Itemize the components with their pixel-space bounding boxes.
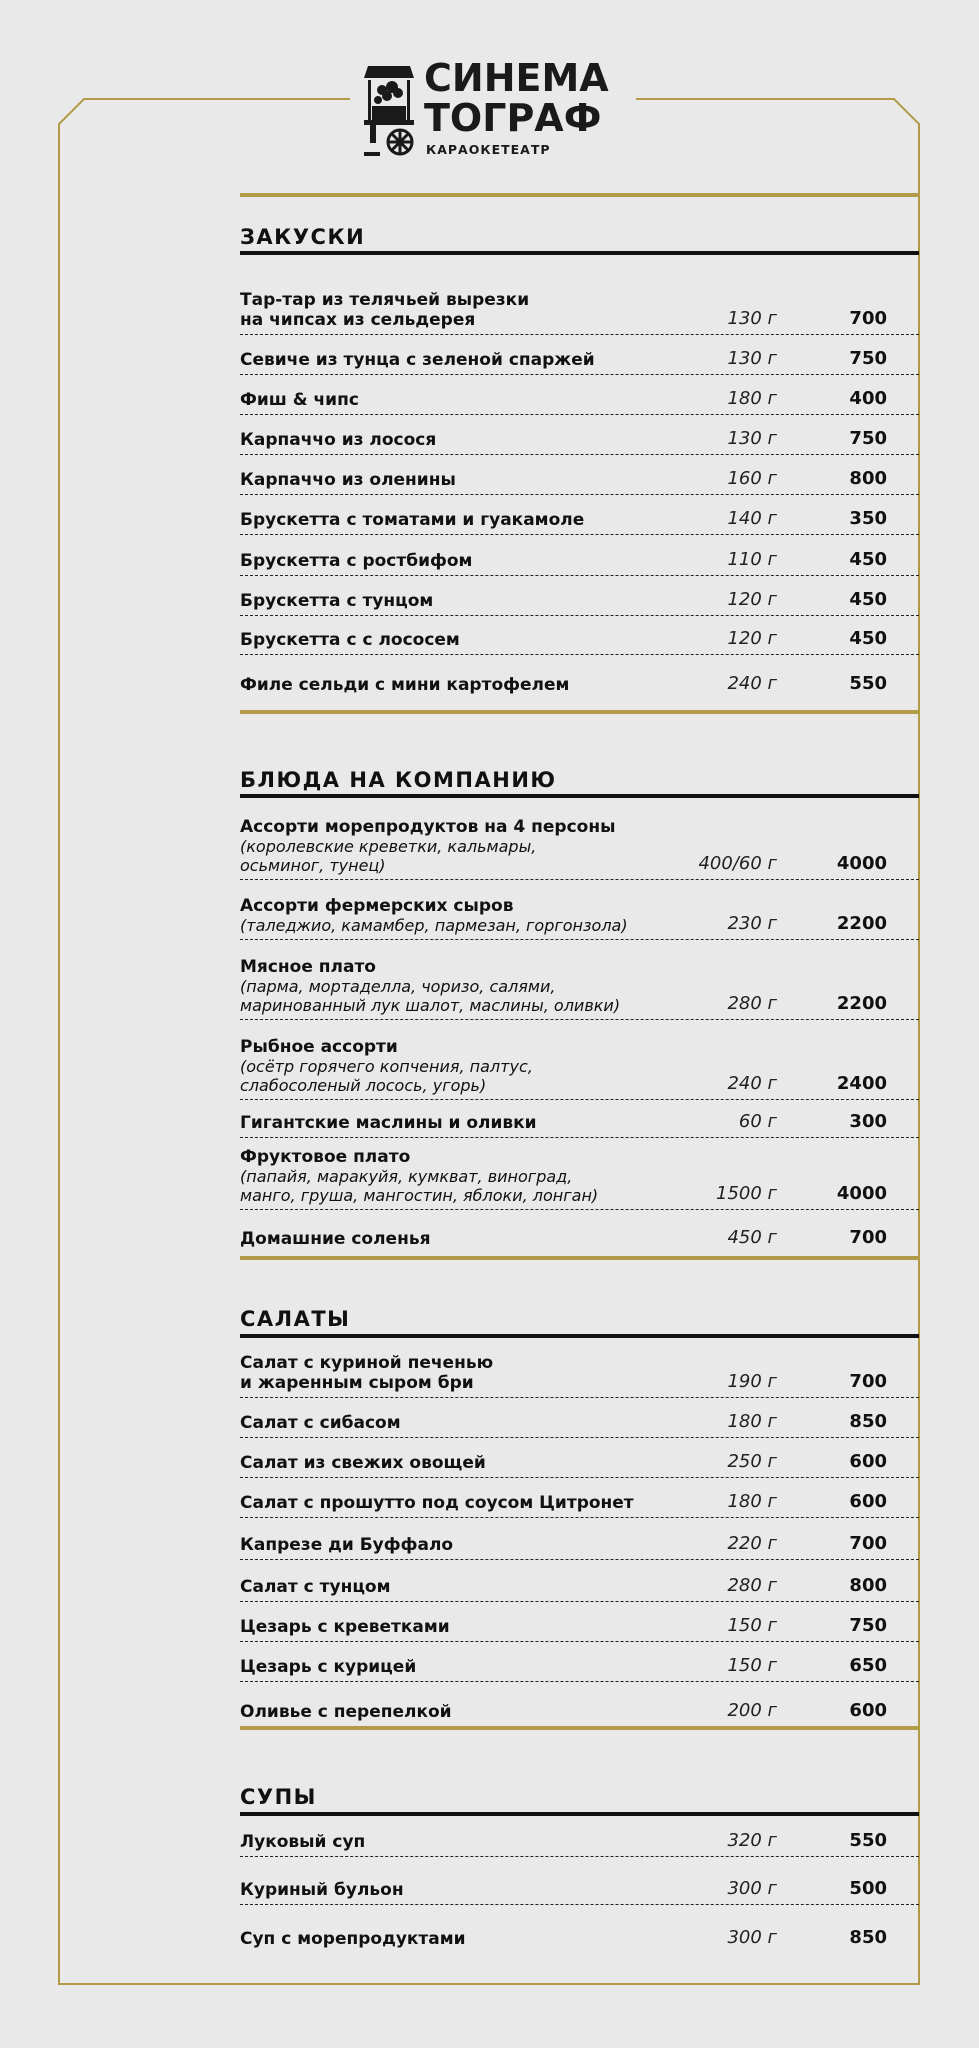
item-name bbox=[240, 1929, 680, 1949]
item-name-line: Тар-тар из телячьей вырезки bbox=[240, 290, 530, 310]
menu-item-row bbox=[240, 796, 919, 880]
item-name-line: и жаренным сыром бри bbox=[240, 1373, 474, 1393]
item-description-line: осьминог, тунец) bbox=[240, 856, 386, 875]
item-name bbox=[240, 290, 680, 330]
menu-item-row bbox=[240, 1602, 919, 1642]
item-price: 550 bbox=[849, 673, 887, 694]
item-name bbox=[240, 551, 680, 571]
item-price: 600 bbox=[849, 1491, 887, 1512]
item-description-line: (парма, мортаделла, чоризо, салями, bbox=[240, 977, 556, 996]
item-price: 700 bbox=[849, 308, 887, 329]
item-name-line: Домашние соленья bbox=[240, 1229, 431, 1249]
menu-item-row bbox=[240, 253, 919, 335]
item-name bbox=[240, 1657, 680, 1677]
item-name-line: Рыбное ассорти bbox=[240, 1037, 398, 1057]
item-price: 4000 bbox=[836, 1183, 887, 1204]
menu-item-row bbox=[240, 880, 919, 940]
item-description-line: (королевские креветки, кальмары, bbox=[240, 837, 537, 856]
item-name-line: Салат с прошутто под соусом Цитронет bbox=[240, 1493, 634, 1513]
item-name bbox=[240, 1535, 680, 1555]
item-name bbox=[240, 1113, 680, 1133]
item-price: 450 bbox=[849, 628, 887, 649]
item-description-line: (папайя, маракуйя, кумкват, виноград, bbox=[240, 1167, 573, 1186]
item-weight: 180 г bbox=[727, 1491, 777, 1512]
item-price: 600 bbox=[849, 1700, 887, 1721]
menu-item-row bbox=[240, 1336, 919, 1398]
item-price: 850 bbox=[849, 1927, 887, 1948]
menu-item-row bbox=[240, 415, 919, 455]
menu-item-row bbox=[240, 535, 919, 576]
item-price: 550 bbox=[849, 1830, 887, 1851]
item-name bbox=[240, 1493, 680, 1513]
menu-item-row bbox=[240, 1478, 919, 1518]
item-name bbox=[240, 430, 680, 450]
item-name-line: Филе сельди с мини картофелем bbox=[240, 675, 570, 695]
item-name-line: Оливье с перепелкой bbox=[240, 1702, 452, 1722]
menu-item-row bbox=[240, 1560, 919, 1602]
item-price: 2200 bbox=[836, 913, 887, 934]
item-name bbox=[240, 630, 680, 650]
item-name-line: Ассорти морепродуктов на 4 персоны bbox=[240, 817, 616, 837]
menu-item-row bbox=[240, 1210, 919, 1254]
item-weight: 140 г bbox=[727, 508, 777, 529]
item-weight: 1500 г bbox=[716, 1183, 777, 1204]
logo-title-line2: ТОГРАФ bbox=[424, 96, 602, 140]
item-weight: 190 г bbox=[727, 1371, 777, 1392]
item-price: 800 bbox=[849, 1575, 887, 1596]
item-price: 750 bbox=[849, 1615, 887, 1636]
item-name-line: Ассорти фермерских сыров bbox=[240, 896, 514, 916]
item-weight: 180 г bbox=[727, 388, 777, 409]
item-weight: 60 г bbox=[738, 1111, 777, 1132]
menu-item-row bbox=[240, 1138, 919, 1210]
item-weight: 230 г bbox=[727, 913, 777, 934]
item-price: 450 bbox=[849, 549, 887, 570]
menu-item-row bbox=[240, 1020, 919, 1100]
item-price: 300 bbox=[849, 1111, 887, 1132]
menu-item-row bbox=[240, 576, 919, 616]
item-name bbox=[240, 470, 680, 490]
item-name-line: Брускетта с с лососем bbox=[240, 630, 460, 650]
item-name bbox=[240, 896, 680, 935]
item-name bbox=[240, 675, 680, 695]
item-weight: 300 г bbox=[727, 1927, 777, 1948]
item-description-line: маринованный лук шалот, маслины, оливки) bbox=[240, 996, 621, 1015]
item-name-line: Луковый суп bbox=[240, 1832, 366, 1852]
item-name-line: Цезарь с креветками bbox=[240, 1617, 450, 1637]
item-name bbox=[240, 1880, 680, 1900]
item-name-line: Капрезе ди Буффало bbox=[240, 1535, 454, 1555]
item-name-line: Салат из свежих овощей bbox=[240, 1453, 486, 1473]
item-price: 850 bbox=[849, 1411, 887, 1432]
item-name-line: на чипсах из сельдерея bbox=[240, 310, 476, 330]
menu-item-row bbox=[240, 1398, 919, 1438]
item-name-line: Брускетта с томатами и гуакамоле bbox=[240, 510, 585, 530]
menu-item-row bbox=[240, 335, 919, 375]
item-name-line: Суп с морепродуктами bbox=[240, 1929, 466, 1949]
menu-item-row bbox=[240, 1857, 919, 1905]
item-name-line: Куриный бульон bbox=[240, 1880, 404, 1900]
item-name bbox=[240, 1453, 680, 1473]
item-weight: 130 г bbox=[727, 308, 777, 329]
menu-item-row bbox=[240, 1518, 919, 1560]
item-price: 400 bbox=[849, 388, 887, 409]
item-price: 350 bbox=[849, 508, 887, 529]
menu-item-row bbox=[240, 1814, 919, 1857]
item-weight: 320 г bbox=[727, 1830, 777, 1851]
item-weight: 240 г bbox=[727, 1073, 777, 1094]
item-price: 500 bbox=[849, 1878, 887, 1899]
item-name bbox=[240, 510, 680, 530]
item-weight: 130 г bbox=[727, 428, 777, 449]
item-weight: 110 г bbox=[727, 549, 777, 570]
item-price: 700 bbox=[849, 1227, 887, 1248]
item-weight: 220 г bbox=[727, 1533, 777, 1554]
item-weight: 120 г bbox=[727, 628, 777, 649]
item-price: 650 bbox=[849, 1655, 887, 1676]
item-price: 800 bbox=[849, 468, 887, 489]
item-price: 700 bbox=[849, 1533, 887, 1554]
menu-item-row bbox=[240, 455, 919, 495]
item-price: 450 bbox=[849, 589, 887, 610]
item-weight: 150 г bbox=[727, 1655, 777, 1676]
item-name bbox=[240, 1702, 680, 1722]
item-name-line: Фруктовое плато bbox=[240, 1147, 411, 1167]
item-weight: 120 г bbox=[727, 589, 777, 610]
item-name-line: Салат с куриной печенью bbox=[240, 1353, 494, 1373]
item-name bbox=[240, 1037, 680, 1095]
item-price: 2200 bbox=[836, 993, 887, 1014]
item-name bbox=[240, 390, 680, 410]
item-name-line: Цезарь с курицей bbox=[240, 1657, 417, 1677]
menu-item-row bbox=[240, 1438, 919, 1478]
section-title: ЗАКУСКИ bbox=[240, 225, 366, 249]
item-name-line: Карпаччо из оленины bbox=[240, 470, 456, 490]
item-name bbox=[240, 1617, 680, 1637]
item-weight: 130 г bbox=[727, 348, 777, 369]
menu-item-row bbox=[240, 1642, 919, 1682]
item-description-line: (осётр горячего копчения, палтус, bbox=[240, 1057, 533, 1076]
item-weight: 150 г bbox=[727, 1615, 777, 1636]
item-weight: 280 г bbox=[727, 1575, 777, 1596]
item-description-line: манго, груша, мангостин, яблоки, лонган) bbox=[240, 1186, 599, 1205]
item-price: 750 bbox=[849, 428, 887, 449]
menu-item-row bbox=[240, 1905, 919, 1954]
item-name-line: Салат с тунцом bbox=[240, 1577, 391, 1597]
item-name-line: Брускетта с ростбифом bbox=[240, 551, 473, 571]
item-name bbox=[240, 1832, 680, 1852]
menu-item-row bbox=[240, 495, 919, 535]
item-price: 600 bbox=[849, 1451, 887, 1472]
item-name-line: Гигантские маслины и оливки bbox=[240, 1113, 537, 1133]
item-weight: 280 г bbox=[727, 993, 777, 1014]
item-name bbox=[240, 591, 680, 611]
item-name-line: Брускетта с тунцом bbox=[240, 591, 434, 611]
section-top-rule bbox=[240, 1256, 919, 1260]
menu-item-row bbox=[240, 1682, 919, 1727]
item-name bbox=[240, 1229, 680, 1249]
item-weight: 300 г bbox=[727, 1878, 777, 1899]
section-top-rule bbox=[240, 1726, 919, 1730]
menu-item-row bbox=[240, 375, 919, 415]
menu-item-row bbox=[240, 940, 919, 1020]
item-weight: 250 г bbox=[727, 1451, 777, 1472]
item-price: 700 bbox=[849, 1371, 887, 1392]
item-name bbox=[240, 817, 680, 875]
item-name-line: Салат с сибасом bbox=[240, 1413, 401, 1433]
item-weight: 450 г bbox=[727, 1227, 777, 1248]
item-name bbox=[240, 1147, 680, 1205]
item-name-line: Фиш & чипс bbox=[240, 390, 359, 410]
item-name-line: Карпаччо из лосося bbox=[240, 430, 437, 450]
item-weight: 400/60 г bbox=[698, 853, 777, 874]
item-weight: 180 г bbox=[727, 1411, 777, 1432]
item-price: 2400 bbox=[836, 1073, 887, 1094]
item-weight: 160 г bbox=[727, 468, 777, 489]
section-top-rule bbox=[240, 710, 919, 714]
item-price: 4000 bbox=[836, 853, 887, 874]
item-weight: 200 г bbox=[727, 1700, 777, 1721]
menu-item-row bbox=[240, 655, 919, 700]
logo-title-line1: СИНЕМА bbox=[424, 56, 609, 100]
item-name bbox=[240, 1413, 680, 1433]
item-name bbox=[240, 1577, 680, 1597]
item-name bbox=[240, 350, 680, 370]
menu-item-row bbox=[240, 616, 919, 655]
item-name bbox=[240, 957, 680, 1015]
section-title: САЛАТЫ bbox=[240, 1307, 351, 1331]
menu bbox=[240, 0, 919, 2048]
item-name-line: Мясное плато bbox=[240, 957, 376, 977]
item-weight: 240 г bbox=[727, 673, 777, 694]
item-description-line: слабосоленый лосось, угорь) bbox=[240, 1076, 487, 1095]
section-title: БЛЮДА НА КОМПАНИЮ bbox=[240, 768, 557, 792]
logo-subtitle: КАРАОКЕТЕАТР bbox=[426, 142, 551, 157]
item-name-line: Севиче из тунца с зеленой спаржей bbox=[240, 350, 595, 370]
section-title: СУПЫ bbox=[240, 1785, 317, 1809]
item-name bbox=[240, 1353, 680, 1393]
menu-item-row bbox=[240, 1100, 919, 1138]
item-description-line: (таледжио, камамбер, пармезан, горгонзола) bbox=[240, 916, 628, 935]
section-top-rule bbox=[240, 193, 919, 197]
item-price: 750 bbox=[849, 348, 887, 369]
